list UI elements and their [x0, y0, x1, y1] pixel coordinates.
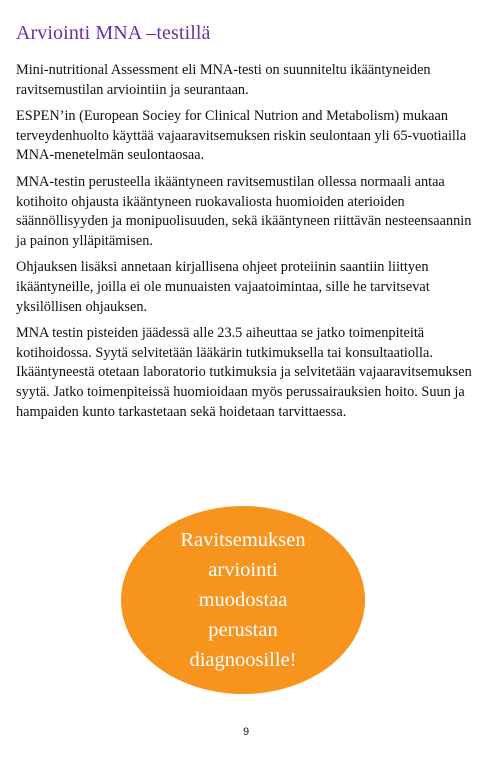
body-text — [16, 61, 478, 429]
page-title: Arviointi MNA –testillä — [16, 22, 211, 44]
paragraph-normal-status: MNA-testin perusteella ikääntyneen ravitsemustilan ollessa normaali antaa kotihoito ohjausta ikääntyneen ruokavaliosta huomioiden aterioiden säännöllisyyden ja monipuolisuuden, sekä ikääntyneen riittävän nesteensaannin ja painon ylläpitämisen. — [16, 173, 472, 249]
page-number: 9 — [242, 726, 250, 738]
callout-circle — [121, 506, 365, 694]
paragraph-follow-up: MNA testin pisteiden jäädessä alle 23.5 aiheuttaa se jatko toimenpiteitä kotihoidossa. Syytä selvitetään lääkärin tutkimuksella tai konsultaatiolla. Ikääntyneestä otetaan laboratorio tutkimuksia ja selvitetään vajaaravitsemuksen syytä. Jatko toimenpiteissä huomioidaan myös perussairauksien hoito. Suun ja hampaiden kunto tarkastetaan sekä hoidetaan tarvittaessa. — [16, 325, 472, 420]
paragraph-espen: ESPEN’in (European Sociey for Clinical Nutrion and Metabolism) mukaan terveydenhuolto käyttää vajaaravitsemuksen riskin seulontaan yli 65-vuotiailla MNA-menetelmän seulontaosaa. — [16, 108, 467, 164]
callout-text: Ravitsemuksen arviointi muodostaa perustan diagnoosille! — [180, 529, 306, 671]
paragraph-protein-guidance: Ohjauksen lisäksi annetaan kirjallisena ohjeet proteiinin saantiin liittyen ikääntyneille, joilla ei ole munuaisten vajaatoimintaa, sille he tarvitsevat yksilöllisen ohjauksen. — [16, 259, 430, 315]
paragraph-mna-intro: Mini-nutritional Assessment eli MNA-testi on suunniteltu ikääntyneiden ravitsemustilan arviointiin ja seurantaan. — [16, 62, 431, 98]
